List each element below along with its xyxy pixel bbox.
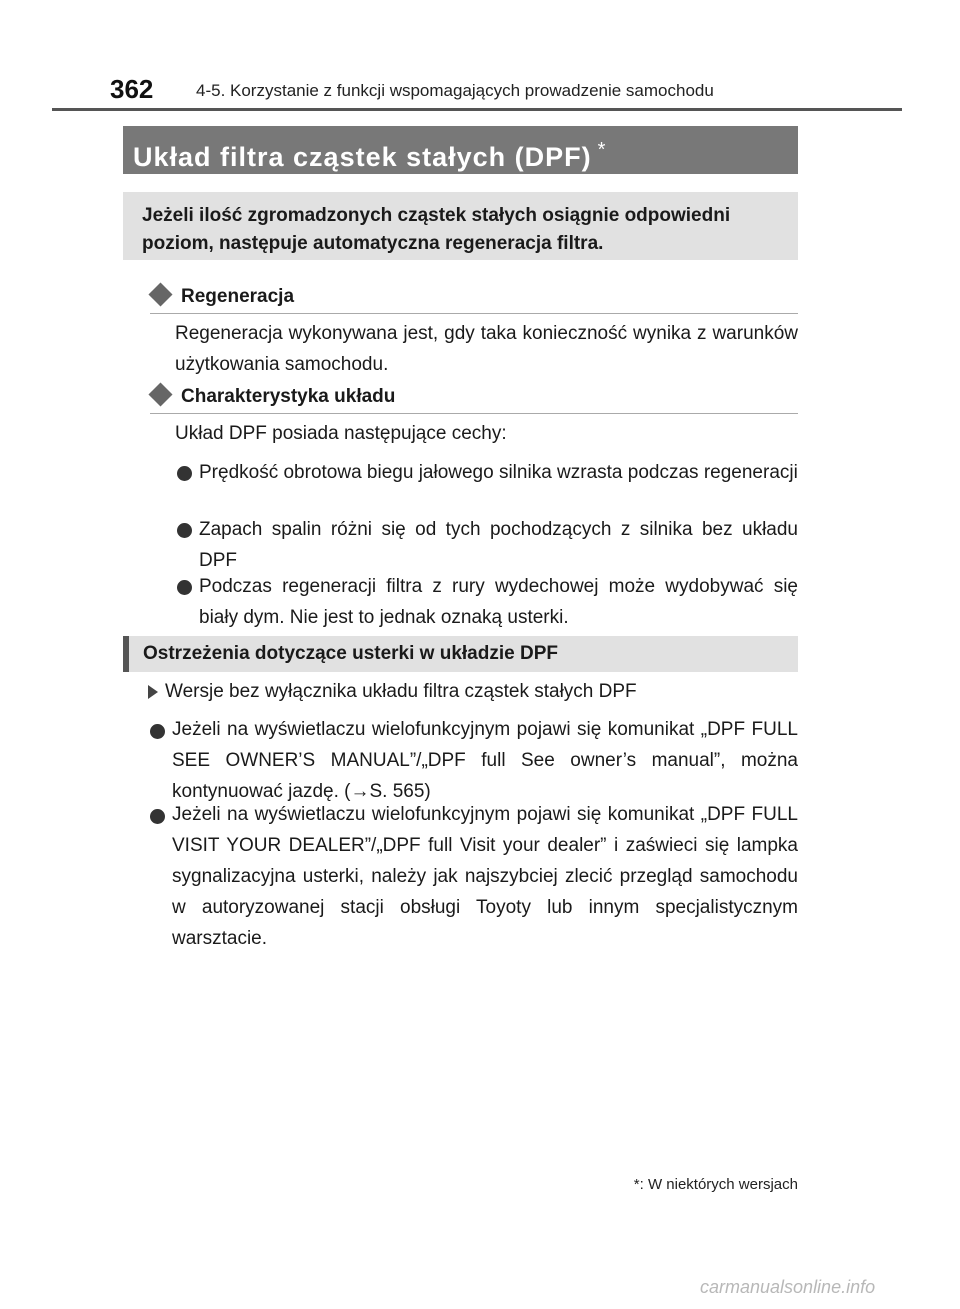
bullet-dot-icon — [150, 809, 165, 824]
triangle-right-icon — [148, 685, 158, 699]
page-title-text: Układ filtra cząstek stałych (DPF) — [133, 142, 592, 172]
subheading-regeneration — [150, 285, 294, 309]
header-divider — [52, 108, 902, 111]
intro-text: Jeżeli ilość zgromadzonych cząstek stałych osiągnie odpowiedni poziom, następuje automatyczna regeneracja filtra. — [142, 205, 731, 254]
bullet-dot-icon — [150, 724, 165, 739]
bullet-dot-icon — [177, 523, 192, 538]
variant-label: Wersje bez wyłącznika układu filtra cząstek stałych DPF — [165, 681, 637, 702]
page-header — [104, 74, 904, 110]
asterisk-icon: * — [597, 139, 607, 161]
regeneration-text: Regeneracja wykonywana jest, gdy taka konieczność wynika z warunków użytkowania samochodu. — [175, 323, 798, 375]
bullet-dot-icon — [177, 580, 192, 595]
diamond-icon — [148, 282, 172, 306]
section-title-bar — [123, 126, 798, 174]
page-number: 362 — [110, 74, 154, 104]
warning-section-title: Ostrzeżenia dotyczące usterki w układzie DPF — [143, 643, 558, 664]
footnote — [580, 1175, 798, 1195]
subheading-regeneration-label: Regeneracja — [181, 286, 295, 307]
characteristics-item-2: Zapach spalin różni się od tych pochodzących z silnika bez układu DPF — [199, 519, 798, 571]
page-title — [133, 133, 606, 174]
warning-section-bar — [123, 636, 798, 672]
section-accent — [123, 636, 129, 672]
warning-item-2: Jeżeli na wyświetlaczu wielofunkcyjnym pojawi się komunikat „DPF FULL VISIT YOUR DEALER”/„DPF full Visit your dealer” i zaświeci się lampka sygnalizacyjna usterki, należy jak najszybciej zlecić przegląd samochodu w autoryzowanej stacji obsługi Toyoty lub innym specjalistycznym warsztacie. — [172, 804, 798, 949]
subheading-divider — [150, 313, 798, 314]
characteristics-item-1: Prędkość obrotowa biegu jałowego silnika wzrasta podczas regeneracji — [199, 462, 798, 483]
intro-box — [123, 192, 798, 260]
watermark: carmanualsonline.info — [700, 1277, 876, 1297]
asterisk-icon: * — [633, 1176, 640, 1193]
footnote-text: : W niektórych wersjach — [639, 1176, 798, 1193]
bullet-dot-icon — [177, 466, 192, 481]
subheading-characteristics-label: Charakterystyka układu — [181, 386, 396, 407]
warning-item-1: Jeżeli na wyświetlaczu wielofunkcyjnym pojawi się komunikat „DPF FULL SEE OWNER’S MANUAL”/„DPF full See owner’s manual”, można kontynuować jazdę. (→S. 565) — [172, 719, 798, 802]
characteristics-item-3: Podczas regeneracji filtra z rury wydechowej może wydobywać się biały dym. Nie jest to jednak oznaką usterki. — [199, 576, 798, 628]
chapter-title: 4-5. Korzystanie z funkcji wspomagających prowadzenie samochodu — [196, 81, 714, 100]
subheading-characteristics — [150, 385, 395, 409]
characteristics-lead: Układ DPF posiada następujące cechy: — [175, 423, 507, 444]
diamond-icon — [148, 382, 172, 406]
subheading-divider — [150, 413, 798, 414]
